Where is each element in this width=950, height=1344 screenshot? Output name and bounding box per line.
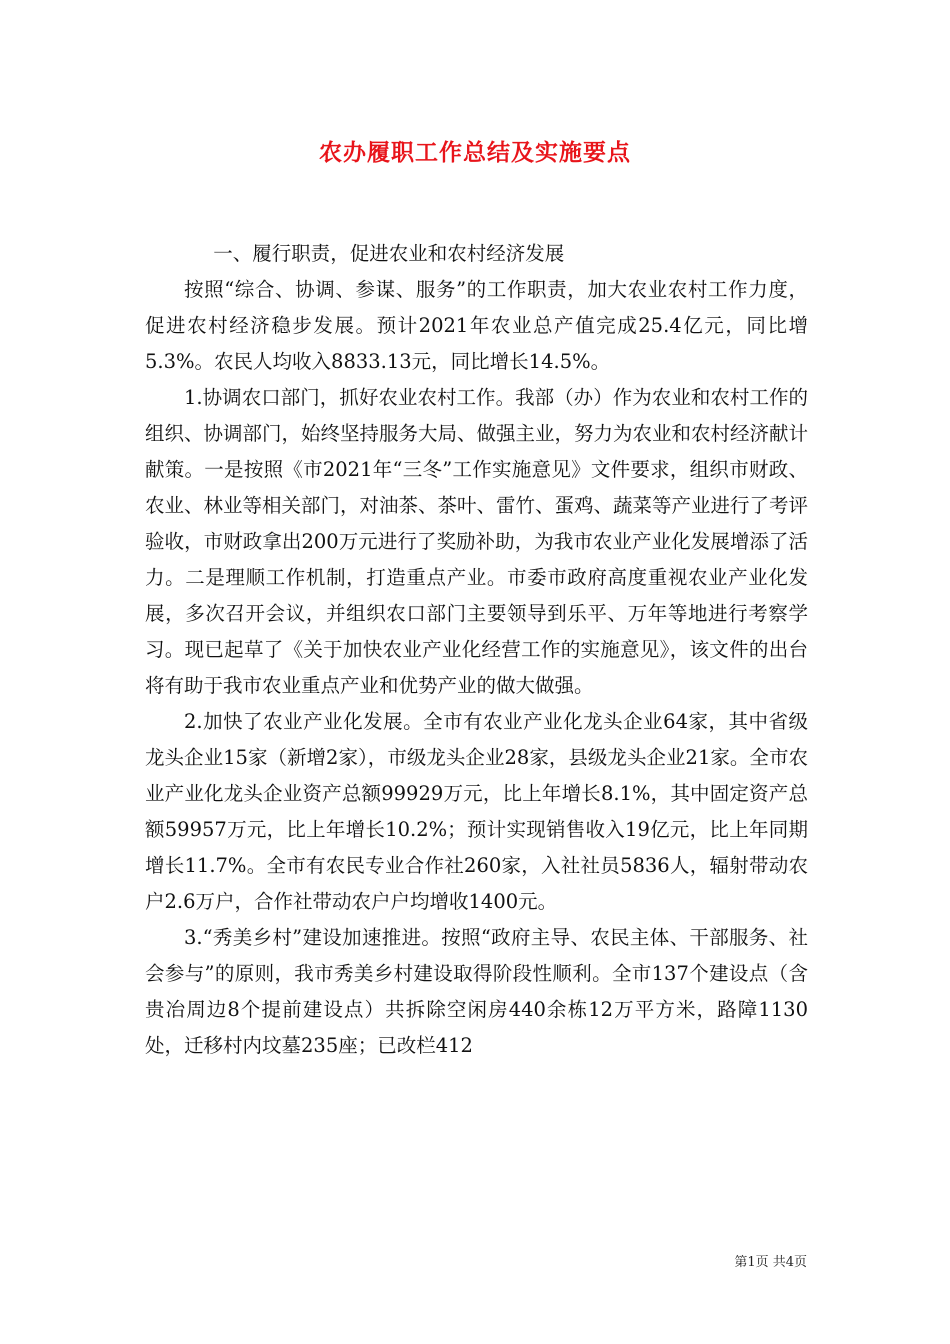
document-title: 农办履职工作总结及实施要点 [319, 139, 631, 166]
paragraph-item-1: 1.协调农口部门，抓好农业农村工作。我部（办）作为农业和农村工作的组织、协调部门，始终坚持服务大局、做强主业，努力为农业和农村经济献计献策。一是按照《市2021年“三冬”工作实施意见》文件要求，组织市财政、农业、林业等相关部门，对油茶、茶叶、雷竹、蛋鸡、蔬菜等产业进行了考评验收，市财政拿出200万元进行了奖励补助，为我市农业产业化发展增添了活力。二是理顺工作机制，打造重点产业。市委市政府高度重视农业产业化发展，多次召开会议，并组织农口部门主要领导到乐平、万年等地进行考察学习。现已起草了《关于加快农业产业化经营工作的实施意见》，该文件的出台将有助于我市农业重点产业和优势产业的做大做强。 [145, 386, 809, 697]
page-indicator: 第1页 共4页 [734, 1255, 807, 1270]
paragraph-item-3: 3.“秀美乡村”建设加速推进。按照“政府主导、农民主体、干部服务、社会参与”的原则，我市秀美乡村建设取得阶段性顺利。全市137个建设点（含贵冶周边8个提前建设点）共拆除空闲房440余栋12万平方米，路障1130处，迁移村内坟墓235座；已改栏412 [145, 926, 808, 1057]
section-heading: 一、履行职责，促进农业和农村经济发展 [213, 242, 565, 265]
paragraph-intro: 按照“综合、协调、参谋、服务”的工作职责，加大农业农村工作力度，促进农村经济稳步发展。预计2021年农业总产值完成25.4亿元，同比增5.3%。农民人均收入8833.13元，同比增长14.5%。 [145, 278, 808, 373]
paragraph-item-2: 2.加快了农业产业化发展。全市有农业产业化龙头企业64家，其中省级龙头企业15家（新增2家），市级龙头企业28家，县级龙头企业21家。全市农业产业化龙头企业资产总额99929万元，比上年增长8.1%，其中固定资产总额59957万元，比上年增长10.2%；预计实现销售收入19亿元，比上年同期增长11.7%。全市有农民专业合作社260家，入社社员5836人，辐射带动农户2.6万户，合作社带动农户户均增收1400元。 [145, 710, 808, 913]
document-body [145, 236, 808, 1064]
